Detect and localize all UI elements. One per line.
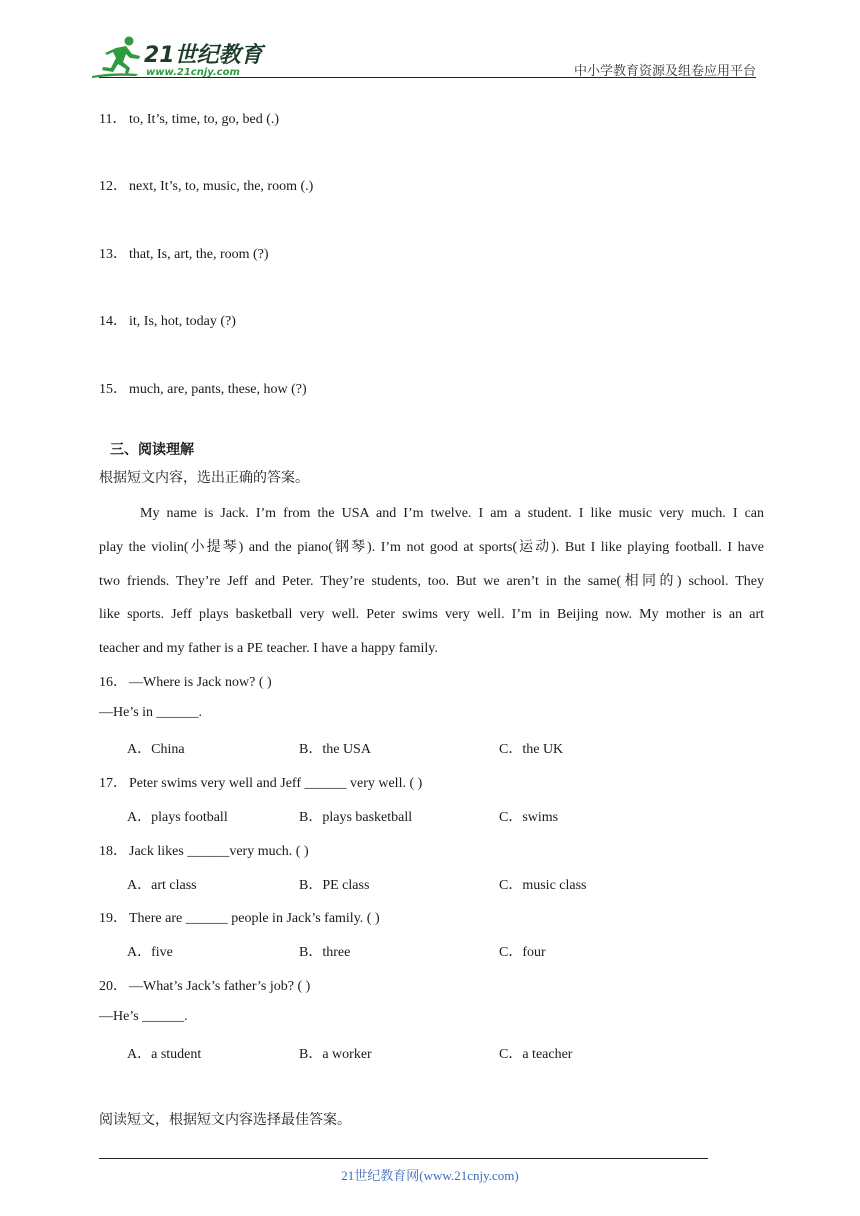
question-stem-continued: —He’s in ______.	[99, 705, 203, 720]
question-item	[99, 671, 272, 691]
question-item	[99, 175, 313, 195]
question-stem: —Where is Jack now? ( )	[129, 675, 272, 690]
question-number: 14．	[99, 314, 127, 329]
question-stem-continued: —He’s ______.	[99, 1009, 188, 1024]
passage-line: My name is Jack. I’m from the USA and I’m twelve. I am a student. I like music very much. I can	[140, 506, 764, 521]
option-a[interactable]: A．China	[127, 742, 185, 757]
option-a[interactable]: A．plays football	[127, 810, 228, 825]
question-number: 12．	[99, 179, 127, 194]
logo-url: www.21cnjy.com	[146, 67, 240, 78]
header-platform-text: 中小学教育资源及组卷应用平台	[573, 64, 756, 79]
option-b[interactable]: B．PE class	[299, 878, 370, 893]
question-stem: There are ______ people in Jack’s family. ( )	[129, 911, 380, 926]
option-c[interactable]: C．a teacher	[499, 1047, 573, 1062]
option-b[interactable]: B．plays basketball	[299, 810, 413, 825]
passage-line: play the violin(小提琴) and the piano(钢琴). I’m not good at sports(运动). But I like playing football. I have	[99, 539, 764, 555]
question-item	[99, 840, 309, 860]
question-number: 18．	[99, 844, 127, 859]
option-b[interactable]: B．the USA	[299, 742, 371, 757]
header-divider	[99, 77, 756, 78]
footer-link[interactable]: 21世纪教育网(www.21cnjy.com)	[341, 1168, 519, 1183]
option-a[interactable]: A．a student	[127, 1047, 202, 1062]
question-number: 20．	[99, 979, 127, 994]
question-item	[99, 310, 236, 330]
runner-icon	[92, 37, 140, 79]
option-c[interactable]: C．four	[499, 945, 546, 960]
section-title: 三、阅读理解	[110, 442, 194, 458]
question-stem: Peter swims very well and Jeff ______ very well. ( )	[129, 776, 423, 791]
option-c[interactable]: C．swims	[499, 810, 559, 825]
passage-line: two friends. They’re Jeff and Peter. They’re students, too. But we aren’t in the same(相同的) school. They	[99, 573, 764, 589]
next-section-instruction: 阅读短文，根据短文内容选择最佳答案。	[99, 1112, 351, 1128]
passage-line: like sports. Jeff plays basketball very well. Peter swims very well. I’m in Beijing now. My mother is an art	[99, 607, 764, 623]
question-number: 19．	[99, 911, 127, 926]
question-stem: —What’s Jack’s father’s job? ( )	[129, 979, 311, 994]
question-text: much, are, pants, these, how (?)	[129, 382, 307, 397]
question-number: 11．	[99, 112, 127, 127]
option-b[interactable]: B．three	[299, 945, 351, 960]
reading-passage	[99, 497, 764, 666]
option-a[interactable]: A．five	[127, 945, 173, 960]
option-c[interactable]: C．music class	[499, 878, 587, 893]
footer-divider	[99, 1158, 708, 1159]
question-text: it, Is, hot, today (?)	[129, 314, 236, 329]
question-text: to, It’s, time, to, go, bed (.)	[129, 112, 280, 127]
option-a[interactable]: A．art class	[127, 878, 197, 893]
question-item	[99, 108, 279, 128]
question-item	[99, 975, 310, 995]
passage-line: teacher and my father is a PE teacher. I have a happy family.	[99, 641, 438, 657]
question-number: 15．	[99, 382, 127, 397]
option-b[interactable]: B．a worker	[299, 1047, 372, 1062]
question-stem: Jack likes ______very much. ( )	[129, 844, 309, 859]
question-number: 16．	[99, 675, 127, 690]
logo-title: 21世纪教育	[144, 43, 263, 68]
section-instruction: 根据短文内容，选出正确的答案。	[99, 470, 309, 486]
question-item	[99, 772, 422, 792]
option-c[interactable]: C．the UK	[499, 742, 564, 757]
site-logo	[92, 34, 267, 80]
question-item	[99, 243, 269, 263]
question-number: 17．	[99, 776, 127, 791]
question-item	[99, 378, 307, 398]
question-text: next, It’s, to, music, the, room (.)	[129, 179, 314, 194]
question-number: 13．	[99, 247, 127, 262]
question-text: that, Is, art, the, room (?)	[129, 247, 269, 262]
question-item	[99, 907, 380, 927]
